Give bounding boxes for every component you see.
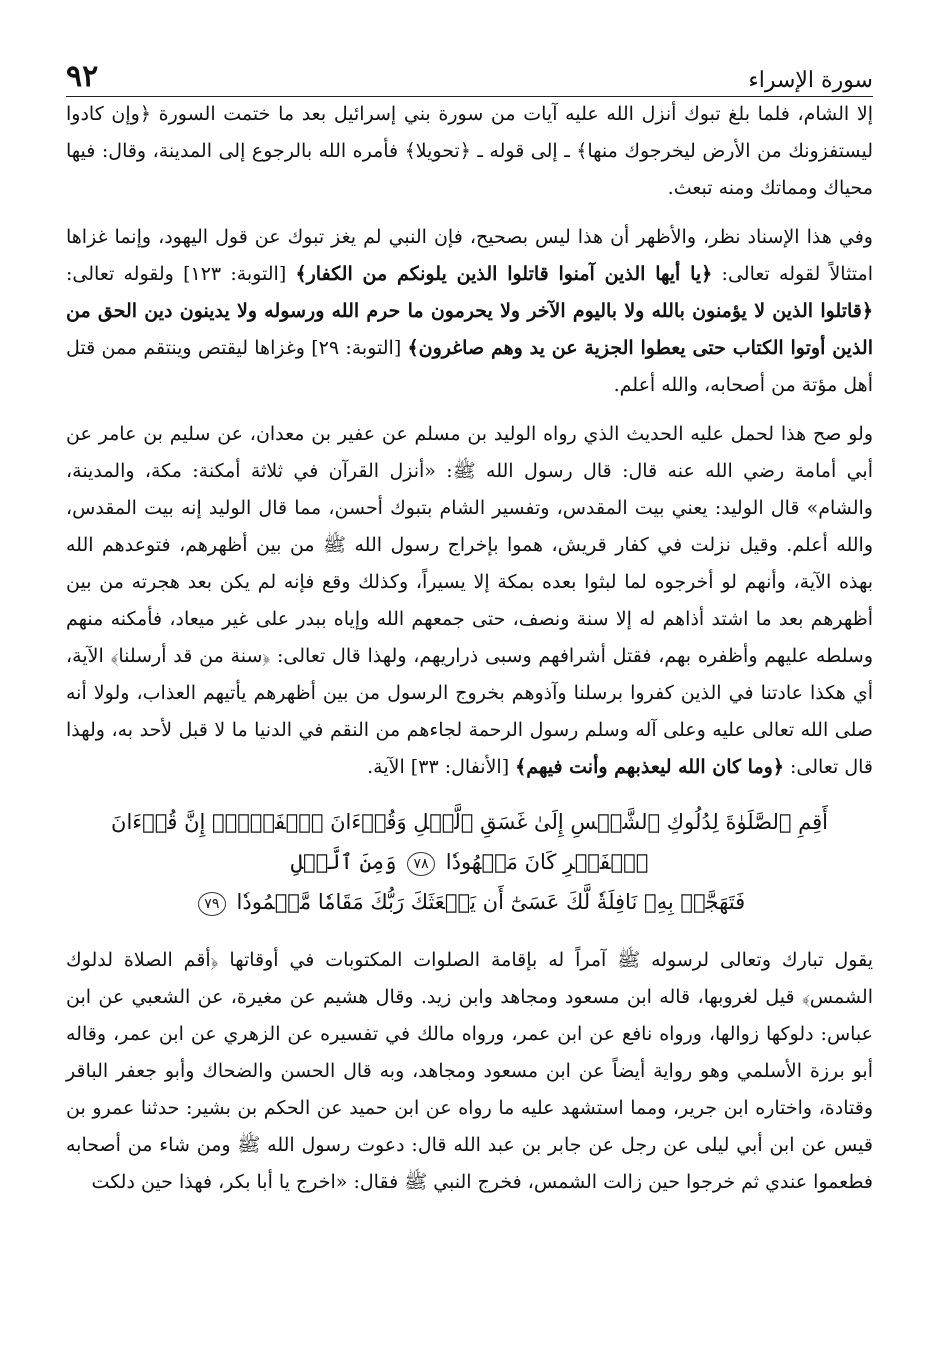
quran-verse-block <box>66 802 873 922</box>
quran-quote-anfal-33: ﴿وما كان الله ليعذبهم وأنت فيهم﴾ <box>515 756 784 778</box>
page-body <box>66 96 873 1210</box>
quran-verse-79-text: فَتَهَجَّدۡ بِهِۦ نَافِلَةٗ لَّكَ عَسَىٰٓ أَن يَبۡعَثَكَ رَبُّكَ مَقَامٗا مَّحۡمُودٗا <box>236 890 746 914</box>
paragraph-3-text-a: ولو صح هذا لحمل عليه الحديث الذي رواه الوليد بن مسلم عن عفير بن معدان، عن سليم بن عامر عن أبي أمامة رضي الله عنه قال: قال رسول الله ﷺ: «أنزل القرآن في ثلاثة أمكنة: مكة، والمدينة، والشام» قال الوليد: يعني بيت المقدس، وتفسير الشام بتبوك أحسن، مما قال الوليد إنه بيت المقدس، والله أعلم. وقيل نزلت في كفار قريش، هموا بإخراج رسول الله ﷺ من بين أظهرهم، فتوعدهم الله بهذه الآية، وأنهم لو أخرجوه لما لبثوا بعده بمكة إلا يسيراً، وكذلك وقع فإنه لم يكن بعد هجرته من بين أظهرهم بعد ما اشتد أذاهم له إلا سنة ونصف، حتى جمعهم الله وإياه ببدر على غير ميعاد، فأمكنه منهم وسلطه عليهم وأظفره بهم، فقتل أشرافهم وسبى ذراريهم، ولهذا قال تعالى: ﴿سنة من قد أرسلنا﴾ الآية، أي هكذا عادتنا في الذين كفروا برسلنا وآذوهم بخروج الرسول من بين أظهرهم يأتيهم العذاب، ولولا أنه صلى الله تعالى عليه وعلى آله وسلم رسول الرحمة لجاءهم من النقم في الدنيا ما لا قبل لأحد به، ولهذا قال تعالى: <box>66 423 873 778</box>
paragraph-2-text-c: [التوبة: ٢٩] وغزاها ليقتص وينتقم ممن قتل أهل مؤتة من أصحابه، والله أعلم. <box>66 337 873 396</box>
quran-verse-78-text: أَقِمِ ٱلصَّلَوٰةَ لِدُلُوكِ ٱلشَّمۡسِ إِلَىٰ غَسَقِ ٱلَّيۡلِ وَقُرۡءَانَ ٱلۡفَجۡرِۖ إِنَّ قُرۡءَانَ ٱلۡفَجۡرِ كَانَ مَشۡهُودٗا <box>111 810 828 874</box>
page-header <box>66 52 873 97</box>
paragraph-2-text-a: وفي هذا الإسناد نظر، والأظهر أن هذا ليس بصحيح، فإن النبي لم يغز تبوك عن قول اليهود، وإنما غزاها امتثالاً لقوله تعالى: <box>66 226 873 285</box>
paragraph-2-text-b: [التوبة: ١٢٣] ولقوله تعالى: <box>66 263 296 285</box>
paragraph-4 <box>66 942 873 1201</box>
paragraph-3-text-b: [الأنفال: ٣٣] الآية. <box>367 756 516 778</box>
page-number: ٩٢ <box>66 59 99 94</box>
paragraph-3 <box>66 416 873 786</box>
quran-quote-tawbah-29: ﴿قاتلوا الذين لا يؤمنون بالله ولا باليوم الآخر ولا يحرمون ما حرم الله ورسوله ولا يدينون دين الحق من الذين أوتوا الكتاب حتى يعطوا الجزية عن يد وهم صاغرون﴾ <box>66 300 873 359</box>
quran-quote-tawbah-123: ﴿يا أيها الذين آمنوا قاتلوا الذين يلونكم من الكفار﴾ <box>295 263 713 285</box>
paragraph-1-text: إلا الشام، فلما بلغ تبوك أنزل الله عليه آيات من سورة بني إسرائيل بعد ما ختمت السورة ﴿وإن كادوا ليستفزونك من الأرض ليخرجوك منها﴾ ـ إلى قوله ـ ﴿تحويلا﴾ فأمره الله بالرجوع إلى المدينة، وقال: فيها محياك ومماتك ومنه تبعث. <box>66 103 873 199</box>
quran-verse-line-2 <box>66 882 873 922</box>
paragraph-4-text: يقول تبارك وتعالى لرسوله ﷺ آمراً له بإقامة الصلوات المكتوبات في أوقاتها ﴿أقم الصلاة لدلوك الشمس﴾ قيل لغروبها، قاله ابن مسعود ومجاهد وابن زيد. وقال هشيم عن مغيرة، عن الشعبي عن ابن عباس: دلوكها زوالها، ورواه نافع عن ابن عمر، ورواه مالك في تفسيره عن الزهري عن ابن عمر، وقاله أبو برزة الأسلمي وهو رواية أيضاً عن ابن مسعود ومجاهد، وبه قال الحسن والضحاك وأبو جعفر الباقر وقتادة، واختاره ابن جرير، ومما استشهد عليه ما رواه عن ابن حميد عن الحكم بن بشير: حدثنا عمرو بن قيس عن ابن أبي ليلى عن رجل عن جابر بن عبد الله قال: دعوت رسول الله ﷺ ومن شاء من أصحابه فطعموا عندي ثم خرجوا حين زالت الشمس، فخرج النبي ﷺ فقال: «اخرج يا أبا بكر، فهذا حين دلكت <box>66 949 873 1193</box>
ayah-number-79: ٧٩ <box>198 892 226 916</box>
ayah-number-78: ٧٨ <box>407 852 435 876</box>
quran-verse-79-start: وَمِنَ ٱلَّيۡلِ <box>290 850 397 874</box>
surah-name: سورة الإسراء <box>748 68 873 93</box>
paragraph-2 <box>66 219 873 404</box>
paragraph-1 <box>66 96 873 207</box>
quran-verse-line-1 <box>66 802 873 882</box>
